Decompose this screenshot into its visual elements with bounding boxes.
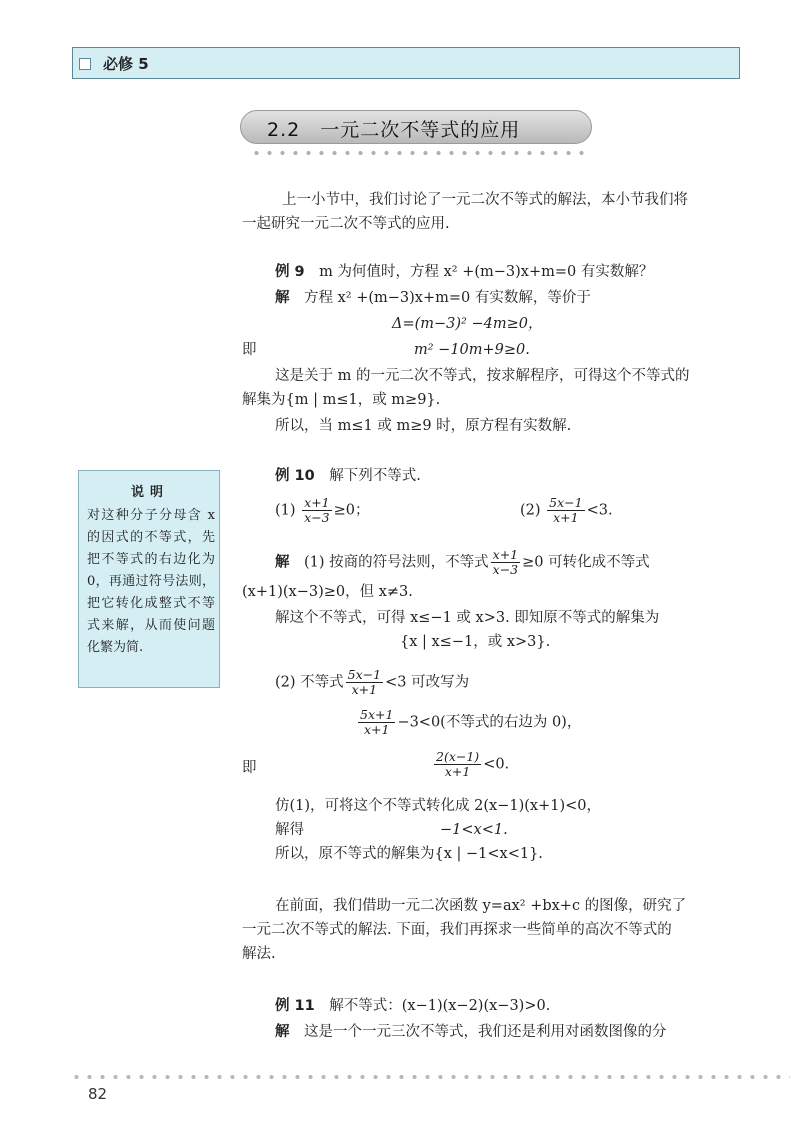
section-title: 2.2 一元二次不等式的应用 [267, 119, 521, 141]
page-number: 82 [88, 1085, 108, 1103]
example-9-line-3: 这是关于 m 的一元二次不等式，按求解程序，可得这个不等式的 [275, 368, 690, 384]
example-9-label: 例 9 [275, 264, 305, 280]
example-11-solution-line-1 [275, 1022, 667, 1042]
header-title: 必修 5 [103, 55, 149, 73]
fraction-numerator: 2(x−1) [436, 749, 480, 764]
solution-1-text-b: ≥0 可转化成不等式 [522, 554, 650, 571]
example-9-solution-text: 方程 x² +(m−3)x+m=0 有实数解，等价于 [304, 290, 591, 306]
paragraph-line-1: 在前面，我们借助一元二次函数 y=ax² +bx+c 的图像，研究了 [275, 898, 687, 914]
problem-1-relation: ≥0； [333, 502, 370, 519]
side-note-title: 说明 [130, 485, 169, 500]
fraction-denominator: x+1 [553, 510, 579, 525]
example-11-text: 解不等式：(x−1)(x−2)(x−3)>0. [329, 998, 551, 1014]
problem-2-relation: <3. [586, 502, 613, 519]
fraction [491, 548, 520, 577]
solution-2-text-a: (2) 不等式 [275, 674, 344, 691]
example-10-label: 例 10 [275, 468, 315, 484]
intro-line-2: 一起研究一元二次不等式的应用. [242, 216, 450, 232]
example-10-solution-1-line-2: (x+1)(x−3)≥0，但 x≠3. [242, 584, 413, 600]
example-9-ji: 即 [242, 342, 257, 358]
example-9-conclusion: 所以，当 m≤1 或 m≥9 时，原方程有实数解. [275, 418, 572, 434]
example-10-text: 解下列不等式. [329, 468, 421, 484]
example-10-equation-3 [432, 750, 509, 779]
fraction-denominator: x−3 [304, 510, 330, 525]
header-square-icon [79, 58, 91, 70]
example-10-solution-1-line-3: 解这个不等式，可得 x≤−1 或 x>3. 即知原不等式的解集为 [275, 610, 660, 626]
intro-line-1: 上一小节中，我们讨论了一元二次不等式的解法，本小节我们将 [282, 192, 688, 208]
dotted-divider-bottom [70, 1074, 790, 1080]
example-10-solution-label: 解 [275, 554, 290, 571]
example-9-solution-label: 解 [275, 290, 290, 306]
example-9-question [275, 262, 653, 282]
example-10-range: −1<x<1. [440, 822, 508, 838]
example-9-solution-set: 解集为{m | m≤1，或 m≥9}. [242, 392, 441, 408]
example-10-solution-2-line-4: 仿(1)，可将这个不等式转化成 2(x−1)(x+1)<0， [275, 798, 601, 814]
example-10-solution-1-set: {x | x≤−1，或 x>3}. [400, 634, 551, 650]
fraction-numerator: 5x+1 [360, 707, 394, 722]
equation-3-relation: <0. [483, 756, 510, 773]
side-note-body: 对这种分子分母含 x 的因式的不等式，先把不等式的右边化为 0，再通过符号法则，把它转化成整式不等式来解，从而使问题化繁为简. [87, 508, 215, 655]
paragraph-line-3: 解法. [242, 946, 276, 962]
fraction-numerator: 5x−1 [549, 495, 583, 510]
example-10-question [275, 466, 421, 486]
fraction-numerator: 5x−1 [347, 667, 382, 682]
example-11-question [275, 996, 550, 1016]
fraction-denominator: x+1 [351, 682, 378, 697]
example-11-solution-label: 解 [275, 1024, 290, 1040]
section-title-banner [240, 110, 592, 144]
fraction [547, 496, 584, 525]
example-10-solution-2-line-1 [275, 668, 469, 697]
header-bar [72, 47, 740, 79]
problem-2-label: (2) [520, 502, 541, 519]
problem-1-label: (1) [275, 502, 296, 519]
fraction-numerator: x+1 [492, 547, 519, 562]
fraction [302, 496, 331, 525]
example-11-solution-text: 这是一个一元三次不等式，我们还是利用对函数图像的分 [304, 1024, 667, 1040]
example-10-solution-1-line-1 [275, 548, 650, 577]
example-9-text: m 为何值时，方程 x² +(m−3)x+m=0 有实数解？ [319, 264, 654, 280]
fraction-denominator: x−3 [492, 562, 519, 577]
example-10-ji: 即 [242, 760, 257, 776]
example-10-problem-1 [275, 496, 370, 525]
example-11-label: 例 11 [275, 998, 315, 1014]
example-10-equation-2 [356, 708, 581, 737]
solution-1-text-a: (1) 按商的符号法则，不等式 [304, 554, 489, 571]
equation-2-rest: −3<0(不等式的右边为 0)， [397, 714, 582, 731]
fraction [346, 668, 383, 697]
example-10-problem-2 [520, 496, 613, 525]
example-9-inequality: m² −10m+9≥0. [414, 342, 530, 358]
example-9-solution-line-1 [275, 288, 591, 308]
example-10-jiede: 解得 [275, 822, 304, 838]
fraction-numerator: x+1 [304, 495, 330, 510]
fraction [434, 750, 481, 779]
side-note-box [78, 470, 220, 688]
example-9-discriminant: Δ=(m−3)² −4m≥0， [392, 316, 543, 332]
fraction-denominator: x+1 [363, 722, 390, 737]
fraction-denominator: x+1 [444, 764, 471, 779]
paragraph-line-2: 一元二次不等式的解法. 下面，我们再探求一些简单的高次不等式的 [242, 922, 672, 938]
solution-2-text-b: <3 可改写为 [385, 674, 470, 691]
fraction [358, 708, 395, 737]
example-10-conclusion: 所以，原不等式的解集为{x | −1<x<1}. [275, 846, 543, 862]
dotted-divider-top [250, 150, 590, 156]
